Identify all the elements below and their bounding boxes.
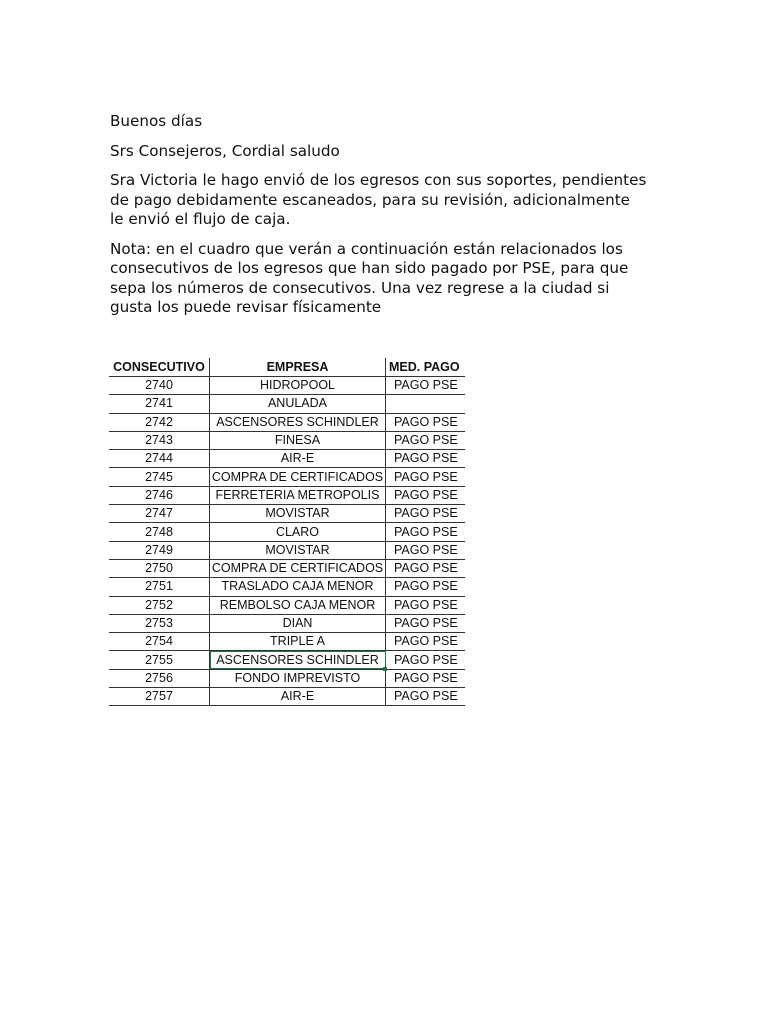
cell-consecutivo: 2753 xyxy=(109,614,210,632)
cell-empresa: CLARO xyxy=(210,523,386,541)
cell-empresa: ASCENSORES SCHINDLER xyxy=(210,651,386,669)
cell-consecutivo: 2747 xyxy=(109,505,210,523)
table-row xyxy=(109,541,465,559)
cell-med-pago xyxy=(386,377,466,395)
cell-empresa: FONDO IMPREVISTO xyxy=(210,669,386,687)
cell-empresa: AIR-E xyxy=(210,688,386,706)
cell-med-pago-text: PAGO PSE xyxy=(394,378,458,393)
cell-med-pago xyxy=(386,395,466,413)
letter xyxy=(110,112,670,328)
table-row xyxy=(109,468,465,486)
salutation: Srs Consejeros, Cordial saludo xyxy=(110,141,340,160)
table-row xyxy=(109,523,465,541)
table-row xyxy=(109,651,465,669)
cell-empresa: COMPRA DE CERTIFICADOS xyxy=(210,559,386,577)
cell-med-pago xyxy=(386,559,466,577)
cell-med-pago xyxy=(386,633,466,651)
cell-med-pago-text: PAGO PSE xyxy=(394,634,458,649)
cell-empresa: COMPRA DE CERTIFICADOS xyxy=(210,468,386,486)
cell-empresa: MOVISTAR xyxy=(210,541,386,559)
table-row xyxy=(109,669,465,687)
cell-med-pago-text: PAGO PSE xyxy=(394,616,458,630)
cell-med-pago-text: PAGO PSE xyxy=(394,524,458,539)
cell-empresa: ANULADA xyxy=(210,395,386,413)
table-row xyxy=(109,633,465,651)
table-row xyxy=(109,377,465,395)
cell-med-pago xyxy=(386,486,466,504)
cell-med-pago-text: PAGO PSE xyxy=(394,579,458,594)
header-empresa: EMPRESA xyxy=(210,358,386,377)
cell-empresa: TRASLADO CAJA MENOR xyxy=(210,578,386,596)
note-paragraph: Nota: en el cuadro que verán a continuación están relacionados los consecutivos de los egresos que han sido pagado por PSE, para que sepa los números de consecutivos. Una vez regrese a la ciudad si gusta los puede revisar físicamente xyxy=(110,239,629,316)
cell-med-pago xyxy=(386,541,466,559)
cell-med-pago xyxy=(386,431,466,449)
cell-med-pago xyxy=(386,688,466,706)
cell-empresa: FERRETERIA METROPOLIS xyxy=(210,486,386,504)
cell-med-pago xyxy=(386,669,466,687)
table-row xyxy=(109,486,465,504)
cell-med-pago-text: PAGO PSE xyxy=(394,487,458,502)
cell-consecutivo: 2750 xyxy=(109,559,210,577)
cell-med-pago xyxy=(386,578,466,596)
cell-empresa: ASCENSORES SCHINDLER xyxy=(210,413,386,431)
cell-med-pago-text: PAGO PSE xyxy=(394,542,458,557)
cell-med-pago-text: PAGO PSE xyxy=(394,597,458,612)
cell-consecutivo: 2755 xyxy=(109,651,210,669)
cell-med-pago xyxy=(386,596,466,614)
table-row xyxy=(109,559,465,577)
cell-empresa: AIR-E xyxy=(210,450,386,468)
cell-med-pago xyxy=(386,523,466,541)
cell-consecutivo: 2752 xyxy=(109,596,210,614)
cell-med-pago-text: PAGO PSE xyxy=(394,451,458,466)
cell-consecutivo: 2748 xyxy=(109,523,210,541)
header-med-pago: MED. PAGO xyxy=(386,358,466,377)
cell-med-pago-text: PAGO PSE xyxy=(394,652,458,667)
cell-empresa: REMBOLSO CAJA MENOR xyxy=(210,596,386,614)
table-row xyxy=(109,614,465,632)
cell-med-pago-text: PAGO PSE xyxy=(394,414,458,429)
cell-med-pago xyxy=(386,450,466,468)
table-row xyxy=(109,578,465,596)
cell-empresa: TRIPLE A xyxy=(210,633,386,651)
cell-med-pago xyxy=(386,614,466,632)
cell-med-pago-text: PAGO PSE xyxy=(394,469,458,484)
cell-consecutivo: 2743 xyxy=(109,431,210,449)
cell-empresa: HIDROPOOL xyxy=(210,377,386,395)
cell-empresa: MOVISTAR xyxy=(210,505,386,523)
cell-consecutivo: 2756 xyxy=(109,669,210,687)
cell-med-pago xyxy=(386,505,466,523)
cell-med-pago-text: PAGO PSE xyxy=(394,433,458,448)
table-row xyxy=(109,413,465,431)
cell-med-pago-text: PAGO PSE xyxy=(394,506,458,521)
cell-consecutivo: 2740 xyxy=(109,377,210,395)
body-paragraph: Sra Victoria le hago envió de los egresos con sus soportes, pendientes de pago debidamente escaneados, para su revisión, adicionalmente le envió el flujo de caja. xyxy=(110,171,647,228)
cell-med-pago-text: PAGO PSE xyxy=(394,561,458,576)
cell-consecutivo: 2751 xyxy=(109,578,210,596)
cell-med-pago xyxy=(386,468,466,486)
cell-consecutivo: 2757 xyxy=(109,688,210,706)
cell-empresa: FINESA xyxy=(210,431,386,449)
cell-consecutivo: 2746 xyxy=(109,486,210,504)
cell-consecutivo: 2749 xyxy=(109,541,210,559)
table-row xyxy=(109,450,465,468)
table-row xyxy=(109,596,465,614)
payments-table xyxy=(109,358,465,706)
greeting: Buenos días xyxy=(110,112,203,130)
cell-consecutivo: 2742 xyxy=(109,413,210,431)
cell-med-pago-text: PAGO PSE xyxy=(394,689,458,704)
table-row xyxy=(109,688,465,706)
table-header-row xyxy=(109,358,465,377)
cell-med-pago xyxy=(386,413,466,431)
cell-med-pago xyxy=(386,651,466,669)
cell-empresa: DIAN xyxy=(210,614,386,632)
table-row xyxy=(109,395,465,413)
header-consecutivo: CONSECUTIVO xyxy=(109,358,210,377)
table-row xyxy=(109,505,465,523)
cell-consecutivo: 2745 xyxy=(109,468,210,486)
cell-consecutivo: 2754 xyxy=(109,633,210,651)
cell-consecutivo: 2741 xyxy=(109,395,210,413)
cell-med-pago-text: PAGO PSE xyxy=(394,670,458,685)
table-row xyxy=(109,431,465,449)
cell-consecutivo: 2744 xyxy=(109,450,210,468)
